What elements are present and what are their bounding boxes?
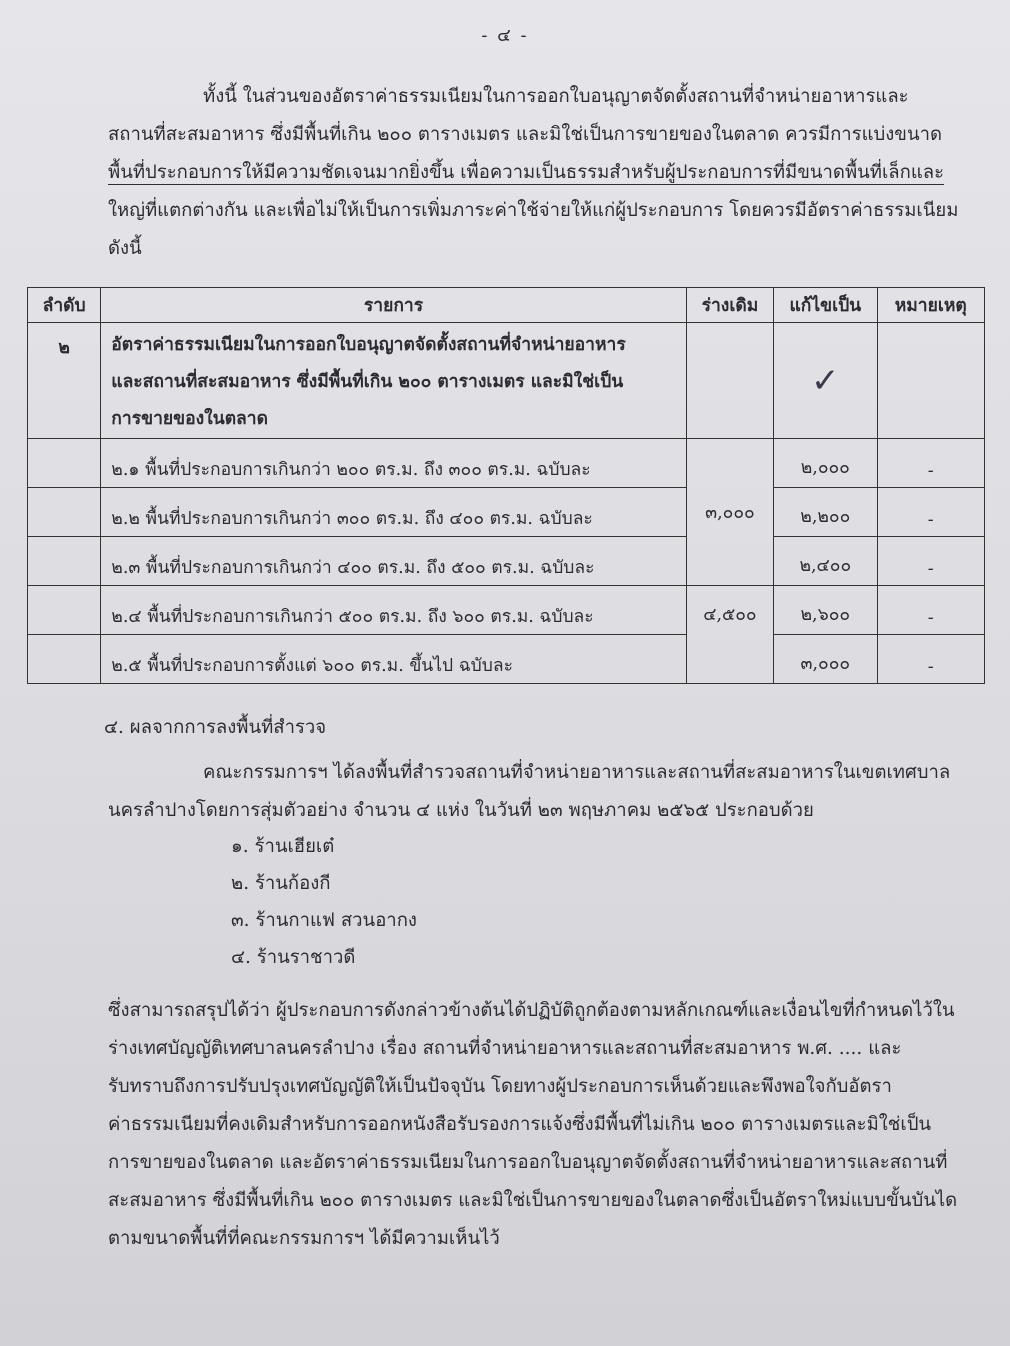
row-draft: ๔,๕๐๐ <box>686 586 773 684</box>
shop-list <box>231 828 417 976</box>
row-item: ๒.๓ พื้นที่ประกอบการเกินกว่า ๔๐๐ ตร.ม. ถึง ๕๐๐ ตร.ม. ฉบับละ <box>101 537 686 586</box>
row-item: ๒.๔ พื้นที่ประกอบการเกินกว่า ๕๐๐ ตร.ม. ถึง ๖๐๐ ตร.ม. ฉบับละ <box>101 586 686 635</box>
item-line: อัตราค่าธรรมเนียมในการออกใบอนุญาตจัดตั้งสถานที่จำหน่ายอาหาร <box>111 335 626 355</box>
conclusion-line: สะสมอาหาร ซึ่งมีพื้นที่เกิน ๒๐๐ ตารางเมตร และมิใช่เป็นการขายของในตลาดซึ่งเป็นอัตราใหม่แบบขั้นบันได <box>108 1190 958 1211</box>
conclusion-line: ร่างเทศบัญญัติเทศบาลนครลำปาง เรื่อง สถานที่จำหน่ายอาหารและสถานที่สะสมอาหาร พ.ศ. .... และ <box>108 1038 902 1059</box>
row-revised <box>774 323 877 439</box>
row-number <box>28 488 101 537</box>
conclusion-line: ซึ่งสามารถสรุปได้ว่า ผู้ประกอบการดังกล่าวข้างต้นได้ปฏิบัติถูกต้องตามหลักเกณฑ์และเงื่อนไขที่กำหนดไว้ใน <box>108 1000 955 1021</box>
list-item: ๔. ร้านราชาวดี <box>231 947 356 968</box>
row-revised: ๒,๔๐๐ <box>774 537 877 586</box>
table-row <box>28 439 985 488</box>
row-note: - <box>877 439 984 488</box>
row-item <box>101 323 686 439</box>
conclusion-line: รับทราบถึงการปรับปรุงเทศบัญญัติให้เป็นปัจจุบัน โดยทางผู้ประกอบการเห็นด้วยและพึงพอใจกับอัตรา <box>108 1076 892 1097</box>
row-item: ๒.๒ พื้นที่ประกอบการเกินกว่า ๓๐๐ ตร.ม. ถึง ๔๐๐ ตร.ม. ฉบับละ <box>101 488 686 537</box>
row-item: ๒.๕ พื้นที่ประกอบการตั้งแต่ ๖๐๐ ตร.ม. ขึ้นไป ฉบับละ <box>101 635 686 684</box>
row-number <box>28 537 101 586</box>
intro-line: ทั้งนี้ ในส่วนของอัตราค่าธรรมเนียมในการออกใบอนุญาตจัดตั้งสถานที่จำหน่ายอาหารและ <box>203 86 909 107</box>
row-draft: ๓,๐๐๐ <box>686 439 773 586</box>
page-number: - ๔ - <box>481 25 529 46</box>
conclusion-line: การขายของในตลาด และอัตราค่าธรรมเนียมในการออกใบอนุญาตจัดตั้งสถานที่จำหน่ายอาหารและสถานที่ <box>108 1152 948 1173</box>
section-line: คณะกรรมการฯ ได้ลงพื้นที่สำรวจสถานที่จำหน่ายอาหารและสถานที่สะสมอาหารในเขตเทศบาล <box>203 762 951 783</box>
table-row <box>28 488 985 537</box>
row-revised: ๒,๖๐๐ <box>774 586 877 635</box>
section-paragraph <box>108 754 951 830</box>
row-item: ๒.๑ พื้นที่ประกอบการเกินกว่า ๒๐๐ ตร.ม. ถึง ๓๐๐ ตร.ม. ฉบับละ <box>101 439 686 488</box>
section-heading: ๔. ผลจากการลงพื้นที่สำรวจ <box>104 717 327 738</box>
header-no: ลำดับ <box>28 288 101 323</box>
header-note: หมายเหตุ <box>877 288 984 323</box>
list-item: ๒. ร้านก้องกี <box>231 873 331 894</box>
row-number <box>28 635 101 684</box>
intro-line: สถานที่สะสมอาหาร ซึ่งมีพื้นที่เกิน ๒๐๐ ตารางเมตร และมิใช่เป็นการขายของในตลาด ควรมีการแบ่งขนาด <box>108 124 942 145</box>
row-note: - <box>877 488 984 537</box>
table-row <box>28 323 985 439</box>
check-mark-icon: ✓ <box>811 360 840 401</box>
header-draft: ร่างเดิม <box>686 288 773 323</box>
table-row <box>28 635 985 684</box>
row-number <box>28 439 101 488</box>
item-line: การขายของในตลาด <box>111 409 268 429</box>
table-row <box>28 537 985 586</box>
row-note: - <box>877 537 984 586</box>
intro-paragraph <box>108 78 959 268</box>
intro-line: พื้นที่ประกอบการให้มีความชัดเจนมากยิ่งขึ้น เพื่อความเป็นธรรมสำหรับผู้ประกอบการที่มีขนาดพื้นที่เล็กและ <box>108 162 945 183</box>
list-item: ๑. ร้านเฮียเต๋ <box>231 836 335 857</box>
intro-line: ใหญ่ที่แตกต่างกัน และเพื่อไม่ให้เป็นการเพิ่มภาระค่าใช้จ่ายให้แก่ผู้ประกอบการ โดยควรมีอัตราค่าธรรมเนียม <box>108 200 959 221</box>
fee-table <box>27 287 985 684</box>
row-revised: ๒,๐๐๐ <box>774 439 877 488</box>
list-item: ๓. ร้านกาแฟ สวนอากง <box>231 910 417 931</box>
row-note <box>877 323 984 439</box>
intro-line: ดังนี้ <box>108 238 142 259</box>
conclusion-line: ตามขนาดพื้นที่ที่คณะกรรมการฯ ได้มีความเห็นไว้ <box>108 1228 500 1249</box>
conclusion-line: ค่าธรรมเนียมที่คงเดิมสำหรับการออกหนังสือรับรองการแจ้งซึ่งมีพื้นที่ไม่เกิน ๒๐๐ ตารางเมตรและมิใช่เป็น <box>108 1114 932 1135</box>
conclusion-paragraph <box>108 992 958 1258</box>
row-draft <box>686 323 773 439</box>
header-item: รายการ <box>101 288 686 323</box>
row-number <box>28 586 101 635</box>
row-revised: ๒,๒๐๐ <box>774 488 877 537</box>
section-line: นครลำปางโดยการสุ่มตัวอย่าง จำนวน ๔ แห่ง ในวันที่ ๒๓ พฤษภาคม ๒๕๖๕ ประกอบด้วย <box>108 800 814 821</box>
row-note: - <box>877 586 984 635</box>
row-note: - <box>877 635 984 684</box>
table-row <box>28 586 985 635</box>
row-revised: ๓,๐๐๐ <box>774 635 877 684</box>
row-number: ๒ <box>28 323 101 439</box>
header-revised: แก้ไขเป็น <box>774 288 877 323</box>
item-line: และสถานที่สะสมอาหาร ซึ่งมีพื้นที่เกิน ๒๐๐ ตารางเมตร และมิใช่เป็น <box>111 372 624 392</box>
table-header-row <box>28 288 985 323</box>
